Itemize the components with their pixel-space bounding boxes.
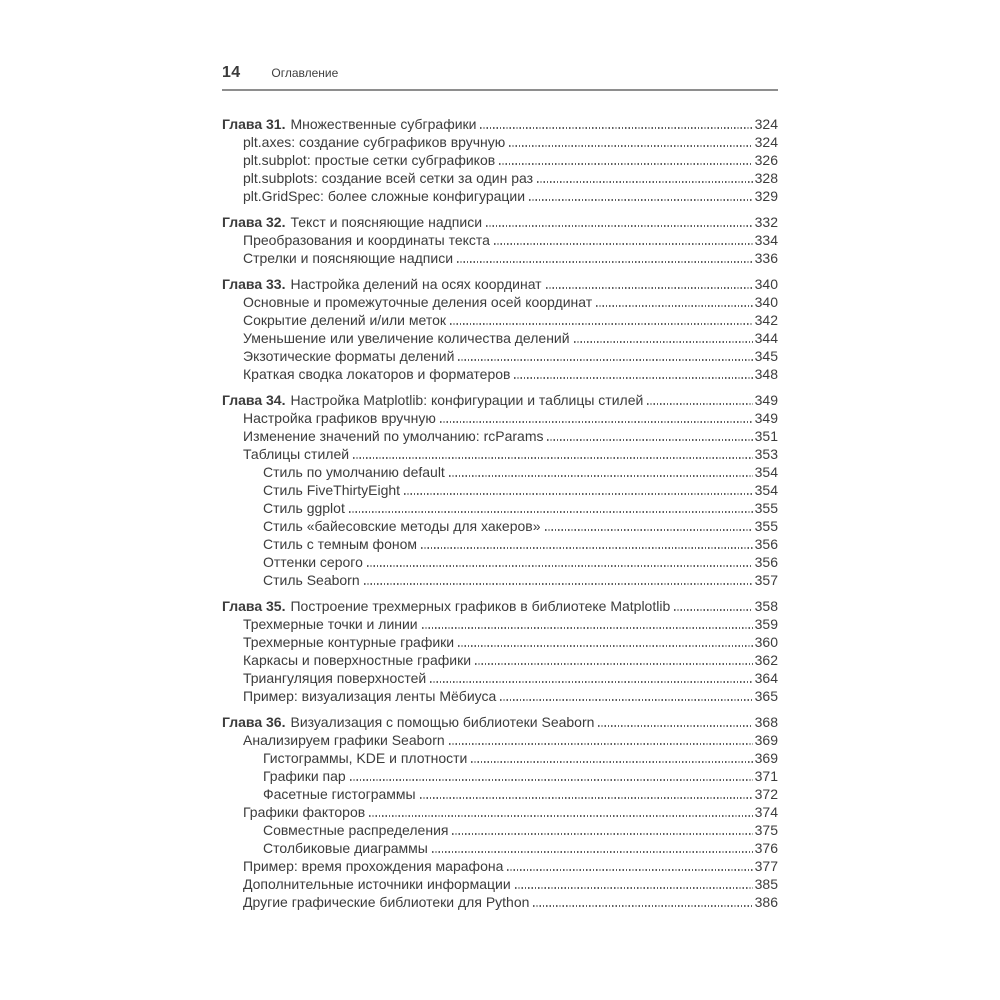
toc-entry-page: 365 [754, 688, 778, 704]
table-of-contents [222, 115, 778, 911]
toc-row [222, 713, 778, 731]
toc-row [222, 597, 778, 615]
toc-entry-page: 324 [754, 116, 778, 132]
chapter-prefix: Глава 34. [222, 392, 286, 408]
toc-entry-label: Сокрытие делений и/или меток [243, 312, 447, 328]
toc-row [222, 481, 778, 499]
toc-entry-page: 362 [754, 652, 778, 668]
chapter-prefix: Глава 35. [222, 598, 286, 614]
toc-row [222, 857, 778, 875]
toc-entry-label: Графики пар [263, 768, 346, 784]
toc-entry-page: 371 [754, 768, 778, 784]
toc-entry-page: 326 [754, 152, 778, 168]
toc-entry-page: 359 [754, 616, 778, 632]
toc-row [222, 409, 778, 427]
toc-entry-label: Стиль ggplot [263, 500, 345, 516]
toc-entry-page: 324 [754, 134, 778, 150]
toc-entry-label: Стиль FiveThirtyEight [263, 482, 401, 498]
toc-entry-page: 374 [754, 804, 778, 820]
toc-entry-page: 369 [754, 732, 778, 748]
toc-entry-page: 358 [754, 598, 778, 614]
toc-entry-label: plt.axes: создание субграфиков вручную [243, 134, 506, 150]
toc-entry-page: 334 [754, 232, 778, 248]
toc-row [222, 499, 778, 517]
toc-entry-label: Настройка графиков вручную [243, 410, 436, 426]
toc-entry-page: 344 [754, 330, 778, 346]
toc-row [222, 553, 778, 571]
toc-entry-page: 368 [754, 714, 778, 730]
toc-row [222, 803, 778, 821]
toc-row [222, 133, 778, 151]
toc-entry-label: Каркасы и поверхностные графики [243, 652, 472, 668]
toc-entry-page: 376 [754, 840, 778, 856]
toc-row [222, 445, 778, 463]
toc-entry-label: Изменение значений по умолчанию: rcParams [243, 428, 544, 444]
toc-entry-label: Уменьшение или увеличение количества делений [243, 330, 570, 346]
toc-row [222, 615, 778, 633]
toc-entry-label: Другие графические библиотеки для Python [243, 894, 530, 910]
toc-entry-label: Преобразования и координаты текста [243, 232, 490, 248]
toc-entry-page: 332 [754, 214, 778, 230]
toc-entry-page: 342 [754, 312, 778, 328]
toc-row [222, 651, 778, 669]
toc-entry-label: Текст и поясняющие надписи [290, 214, 483, 230]
toc-entry-page: 329 [754, 188, 778, 204]
toc-entry-label: Основные и промежуточные деления осей координат [243, 294, 593, 310]
toc-entry-label: Краткая сводка локаторов и форматеров [243, 366, 511, 382]
toc-entry-page: 345 [754, 348, 778, 364]
toc-row [222, 821, 778, 839]
toc-entry-label: Настройка Matplotlib: конфигурации и таблицы стилей [290, 392, 644, 408]
toc-entry-label: Гистограммы, KDE и плотности [263, 750, 468, 766]
toc-row [222, 535, 778, 553]
toc-entry-label: Триангуляция поверхностей [243, 670, 427, 686]
running-title: Оглавление [271, 66, 339, 80]
toc-entry-page: 364 [754, 670, 778, 686]
chapter-prefix: Глава 33. [222, 276, 286, 292]
toc-entry-page: 355 [754, 500, 778, 516]
toc-entry-page: 369 [754, 750, 778, 766]
page-content [222, 63, 778, 911]
toc-entry-label: Настройка делений на осях координат [290, 276, 542, 292]
toc-entry-page: 375 [754, 822, 778, 838]
toc-row [222, 115, 778, 133]
toc-entry-label: Стиль Seaborn [263, 572, 360, 588]
toc-row [222, 633, 778, 651]
toc-entry-label: Трехмерные точки и линии [243, 616, 418, 632]
toc-entry-page: 328 [754, 170, 778, 186]
toc-entry-page: 372 [754, 786, 778, 802]
toc-row [222, 767, 778, 785]
toc-row [222, 669, 778, 687]
toc-entry-label: Столбиковые диаграммы [263, 840, 428, 856]
toc-row [222, 275, 778, 293]
toc-row [222, 893, 778, 911]
toc-row [222, 213, 778, 231]
toc-entry-label: Пример: время прохождения марафона [243, 858, 504, 874]
toc-entry-page: 354 [754, 464, 778, 480]
toc-entry-label: Оттенки серого [263, 554, 363, 570]
toc-entry-page: 360 [754, 634, 778, 650]
toc-entry-label: Стрелки и поясняющие надписи [243, 250, 454, 266]
running-header [222, 63, 778, 91]
toc-entry-label: Дополнительные источники информации [243, 876, 511, 892]
toc-entry-label: Стиль «байесовские методы для хакеров» [263, 518, 541, 534]
toc-entry-page: 336 [754, 250, 778, 266]
toc-entry-page: 351 [754, 428, 778, 444]
toc-entry-label: plt.subplots: создание всей сетки за один раз [243, 170, 534, 186]
toc-row [222, 517, 778, 535]
toc-row [222, 463, 778, 481]
toc-entry-page: 340 [754, 294, 778, 310]
toc-entry-page: 340 [754, 276, 778, 292]
toc-row [222, 875, 778, 893]
toc-row [222, 731, 778, 749]
toc-row [222, 365, 778, 383]
toc-entry-label: Экзотические форматы делений [243, 348, 455, 364]
toc-row [222, 293, 778, 311]
toc-entry-label: plt.subplot: простые сетки субграфиков [243, 152, 496, 168]
chapter-prefix: Глава 32. [222, 214, 286, 230]
toc-row [222, 231, 778, 249]
toc-entry-page: 385 [754, 876, 778, 892]
toc-entry-page: 356 [754, 536, 778, 552]
toc-entry-label: plt.GridSpec: более сложные конфигурации [243, 188, 526, 204]
toc-row [222, 347, 778, 365]
toc-entry-label: Стиль с темным фоном [263, 536, 418, 552]
toc-entry-page: 349 [754, 392, 778, 408]
toc-row [222, 187, 778, 205]
toc-row [222, 427, 778, 445]
toc-row [222, 749, 778, 767]
toc-entry-label: Фасетные гистограммы [263, 786, 416, 802]
toc-entry-page: 349 [754, 410, 778, 426]
toc-entry-label: Множественные субграфики [290, 116, 477, 132]
toc-entry-label: Стиль по умолчанию default [263, 464, 445, 480]
toc-entry-page: 386 [754, 894, 778, 910]
chapter-prefix: Глава 31. [222, 116, 286, 132]
toc-entry-label: Совместные распределения [263, 822, 449, 838]
toc-entry-page: 357 [754, 572, 778, 588]
toc-row [222, 571, 778, 589]
toc-entry-label: Визуализация с помощью библиотеки Seaborn [290, 714, 595, 730]
toc-row [222, 249, 778, 267]
chapter-prefix: Глава 36. [222, 714, 286, 730]
toc-entry-page: 355 [754, 518, 778, 534]
toc-entry-label: Построение трехмерных графиков в библиотеке Matplotlib [290, 598, 671, 614]
toc-row [222, 785, 778, 803]
toc-row [222, 329, 778, 347]
toc-entry-page: 354 [754, 482, 778, 498]
toc-entry-page: 377 [754, 858, 778, 874]
toc-row [222, 839, 778, 857]
toc-entry-label: Таблицы стилей [243, 446, 350, 462]
toc-row [222, 151, 778, 169]
toc-entry-page: 353 [754, 446, 778, 462]
toc-row [222, 391, 778, 409]
toc-entry-page: 356 [754, 554, 778, 570]
toc-entry-page: 348 [754, 366, 778, 382]
page-number: 14 [222, 64, 241, 81]
toc-entry-label: Пример: визуализация ленты Мёбиуса [243, 688, 497, 704]
toc-row [222, 311, 778, 329]
toc-row [222, 169, 778, 187]
toc-row [222, 687, 778, 705]
toc-entry-label: Анализируем графики Seaborn [243, 732, 445, 748]
toc-entry-label: Трехмерные контурные графики [243, 634, 455, 650]
toc-entry-label: Графики факторов [243, 804, 366, 820]
